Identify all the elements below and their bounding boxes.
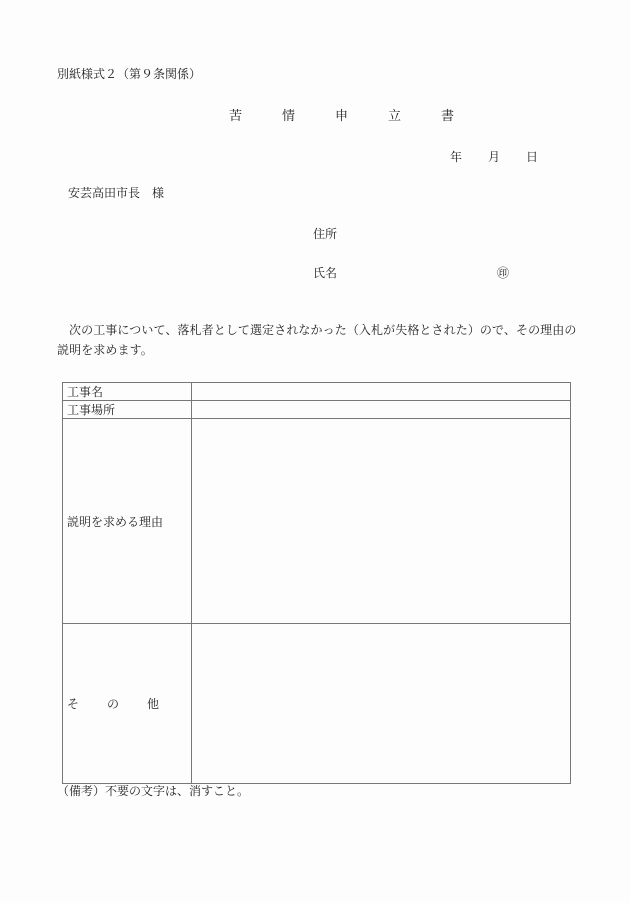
name-label: 氏名 (313, 266, 338, 280)
construction-name-label: 工事名 (63, 383, 192, 401)
other-char: 他 (146, 697, 159, 711)
year-label: 年 (450, 150, 463, 164)
other-label (63, 624, 192, 784)
note: （備考）不要の文字は、消すこと。 (57, 784, 250, 798)
title-char: 苦 (229, 109, 243, 124)
other-field[interactable] (192, 624, 571, 784)
table-row (63, 383, 571, 401)
other-char: そ (67, 697, 80, 711)
table-row (63, 401, 571, 419)
day-label: 日 (526, 150, 539, 164)
other-char: の (106, 697, 119, 711)
title-char: 申 (335, 109, 349, 124)
seal-mark: ㊞ (497, 266, 510, 280)
month-label: 月 (488, 150, 501, 164)
title-char: 情 (282, 109, 296, 124)
complaint-table (62, 382, 571, 784)
construction-name-field[interactable] (192, 383, 571, 401)
date-line (450, 146, 564, 165)
reason-label: 説明を求める理由 (63, 419, 192, 624)
title-char: 立 (388, 109, 402, 124)
document-title (229, 105, 494, 124)
construction-site-field[interactable] (192, 401, 571, 419)
title-char: 書 (441, 109, 455, 124)
construction-site-label: 工事場所 (63, 401, 192, 419)
addressee: 安芸高田市長 様 (68, 186, 165, 200)
table-row (63, 419, 571, 624)
table-row (63, 624, 571, 784)
address-label: 住所 (313, 227, 338, 241)
reason-field[interactable] (192, 419, 571, 624)
form-number: 別紙様式２（第９条関係） (57, 67, 202, 81)
request-paragraph: 次の工事について、落札者として選定されなかった（入札が失格とされた）ので、その理由の説明を求めます。 (57, 323, 577, 357)
